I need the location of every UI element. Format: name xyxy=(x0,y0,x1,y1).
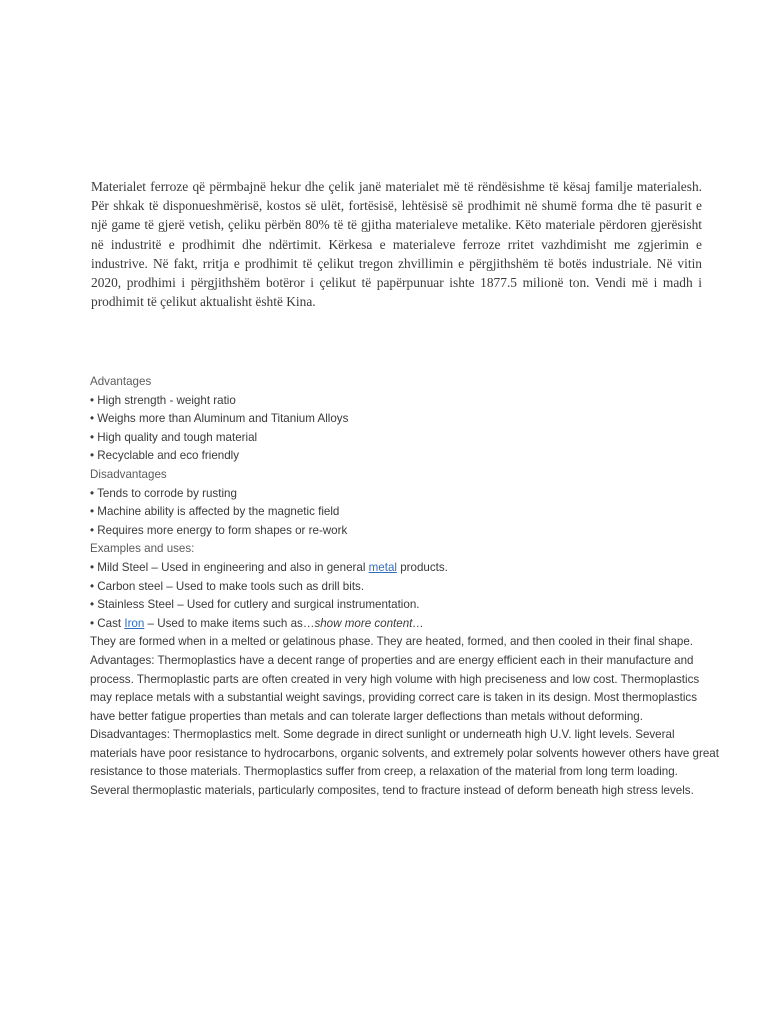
thermoplastics-disadvantages-paragraph: Disadvantages: Thermoplastics melt. Some degrade in direct sunlight or underneath high U.V. light levels. Several materials have poor resistance to hydrocarbons, organic solvents, and extremely polar solvents however others have great resistance to those materials. Thermoplastics suffer from creep, a relaxation of the material from long term loading. Several thermoplastic materials, particularly composites, tend to fracture instead of deform beneath high stress levels. xyxy=(90,728,719,798)
thermoplastics-formed-paragraph: They are formed when in a melted or gelatinous phase. They are heated, formed, and then cooled in their final shape. xyxy=(90,635,694,649)
list-item: • High quality and tough material xyxy=(90,430,258,444)
disadvantages-heading: Disadvantages xyxy=(90,467,167,481)
advantages-heading: Advantages xyxy=(90,375,152,388)
list-item: • Carbon steel – Used to make tools such as drill bits. xyxy=(90,579,365,593)
content-section xyxy=(90,373,720,801)
iron-link[interactable]: Iron xyxy=(124,616,145,630)
list-item-mild-steel xyxy=(90,559,720,578)
examples-heading: Examples and uses: xyxy=(90,542,195,556)
list-item-cast-iron xyxy=(90,615,720,634)
list-item: • Stainless Steel – Used for cutlery and surgical instrumentation. xyxy=(90,598,420,612)
thermoplastics-advantages-paragraph: Advantages: Thermoplastics have a decent range of properties and are energy efficient each in their manufacture and process. Thermoplastic parts are often created in very high volume with high preciseness and low cost. Thermoplastics may replace metals with a substantial weight savings, providing correct care is taken in its design. Most thermoplastics have better fatigue properties than metals and can tolerate larger deflections than metals without deforming. xyxy=(90,653,700,723)
list-item: • Weighs more than Aluminum and Titanium Alloys xyxy=(90,412,349,426)
list-item: • High strength - weight ratio xyxy=(90,393,236,407)
cast-text-end: – Used to make items such as… xyxy=(144,616,315,630)
metal-link[interactable]: metal xyxy=(368,560,397,574)
show-more-link[interactable]: show more content… xyxy=(314,616,424,630)
list-item: • Tends to corrode by rusting xyxy=(90,486,237,500)
list-item: • Machine ability is affected by the magnetic field xyxy=(90,505,340,519)
intro-paragraph: Materialet ferroze që përmbajnë hekur dhe çelik janë materialet më të rëndësishme të kësaj familje materialesh. Për shkak të disponueshmërisë, kostos së ulët, fortësisë, lehtësisë së prodhimit në shumë forma dhe të pasurit e një game të gjerë vetish, çeliku përbën 80% të të gjitha materialeve metalike. Këto materiale përdoren gjerësisht në industritë e prodhimit dhe ndërtimit. Kërkesa e materialeve ferroze rritet vazhdimisht me zgjerimin e industrive. Në fakt, rritja e prodhimit të çelikut tregon zhvillimin e përgjithshëm të botës industriale. Në vitin 2020, prodhimi i përgjithshëm botëror i çelikut të papërpunuar ishte 1877.5 milionë ton. Vendi më i madh i prodhimit të çelikut aktualisht është Kina. xyxy=(91,179,702,310)
mild-steel-text-end: products. xyxy=(396,560,448,574)
list-item: • Recyclable and eco friendly xyxy=(90,449,240,463)
cast-text: • Cast xyxy=(90,616,125,630)
mild-steel-text: • Mild Steel – Used in engineering and also in general xyxy=(90,560,369,574)
list-item: • Requires more energy to form shapes or re-work xyxy=(90,523,348,537)
